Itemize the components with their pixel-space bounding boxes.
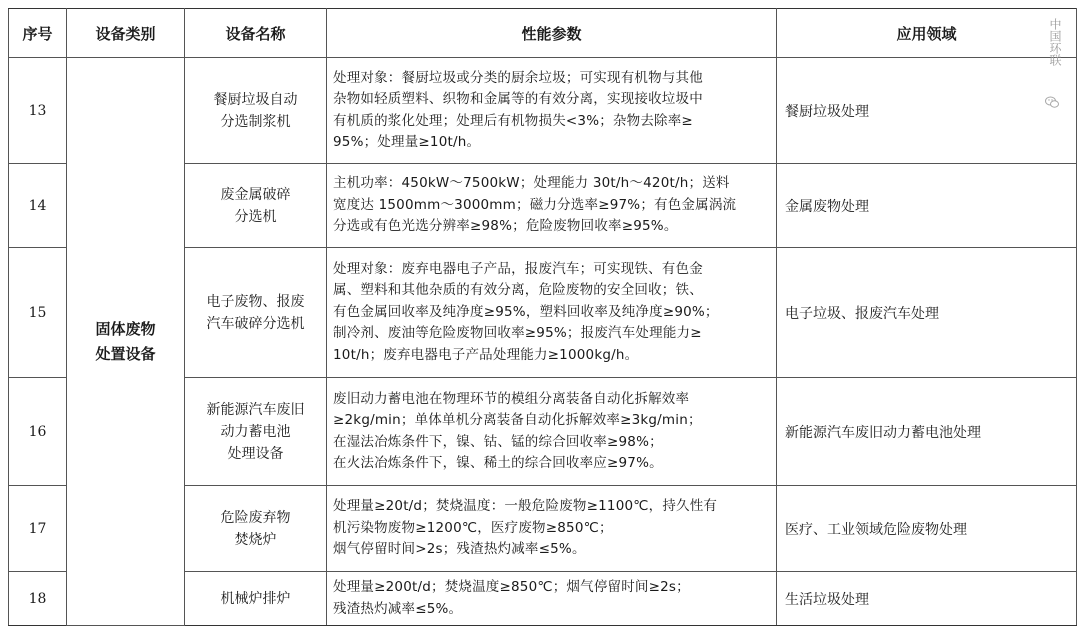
perf-line: 处理对象：废弃电器电子产品，报废汽车；可实现铁、有色金: [333, 260, 703, 277]
perf-line: 烟气停留时间>2s；残渣热灼减率≤5%。: [333, 541, 586, 558]
perf-line: 有机质的浆化处理；处理后有机物损失<3%；杂物去除率≥: [333, 112, 693, 129]
name-line: 处理设备: [227, 445, 284, 462]
performance-params: [327, 58, 777, 164]
row-number: 13: [9, 58, 67, 164]
perf-line: ≥2kg/min；单体单机分离装备自动化拆解效率≥3kg/min；: [333, 412, 702, 428]
perf-line: 主机功率：450kW～7500kW；处理能力 30t/h～420t/h；送料: [333, 175, 730, 192]
table-header-row: [9, 9, 1077, 58]
name-line: 汽车破碎分选机: [206, 315, 305, 332]
equipment-name: [185, 58, 327, 164]
perf-line: 处理量≥200t/d；焚烧温度≥850℃；烟气停留时间≥2s；: [333, 579, 690, 595]
wechat-logo-icon: [1044, 94, 1060, 110]
perf-line: 废旧动力蓄电池在物理环节的模组分离装备自动化拆解效率: [333, 390, 690, 407]
application-field: 电子垃圾、报废汽车处理: [777, 248, 1077, 378]
application-field: 餐厨垃圾处理: [777, 58, 1077, 164]
equipment-name: [185, 248, 327, 378]
row-number: 14: [9, 164, 67, 248]
application-field: 医疗、工业领域危险废物处理: [777, 486, 1077, 572]
name-line: 动力蓄电池: [220, 423, 291, 440]
equipment-category: [67, 58, 185, 626]
performance-params: [327, 378, 777, 486]
perf-line: 分选或有色光选分辨率≥98%；危险废物回收率≥95%。: [333, 218, 678, 235]
perf-line: 有色金属回收率及纯净度≥95%，塑料回收率及纯净度≥90%；: [333, 303, 719, 320]
name-line: 电子废物、报废: [206, 293, 305, 310]
header-application: 应用领域: [777, 9, 1077, 58]
row-number: 16: [9, 378, 67, 486]
perf-line: 机污染物废物≥1200℃，医疗废物≥850℃；: [333, 519, 613, 536]
name-line: 废金属破碎: [220, 186, 291, 203]
header-performance: 性能参数: [327, 9, 777, 58]
perf-line: 属、塑料和其他杂质的有效分离，危险废物的安全回收；铁、: [333, 282, 703, 299]
perf-line: 95%；处理量≥10t/h。: [333, 134, 481, 150]
category-line: 固体废物: [95, 319, 156, 338]
name-line: 焚烧炉: [234, 531, 277, 548]
perf-line: 宽度达 1500mm～3000mm；磁力分选率≥97%；有色金属涡流: [333, 196, 737, 213]
performance-params: [327, 572, 777, 626]
equipment-name: [185, 486, 327, 572]
equipment-spec-table: [8, 8, 1077, 626]
application-field: 金属废物处理: [777, 164, 1077, 248]
name-line: 分选制浆机: [220, 113, 291, 130]
equipment-name: [185, 378, 327, 486]
performance-params: [327, 486, 777, 572]
name-line: 新能源汽车废旧: [206, 401, 305, 418]
perf-line: 在火法冶炼条件下，镍、稀土的综合回收率应≥97%。: [333, 455, 663, 471]
application-field: 新能源汽车废旧动力蓄电池处理: [777, 378, 1077, 486]
perf-line: 杂物如轻质塑料、织物和金属等的有效分离，实现接收垃圾中: [333, 91, 703, 107]
name-line: 餐厨垃圾自动: [213, 91, 298, 108]
perf-line: 在湿法冶炼条件下，镍、钴、锰的综合回收率≥98%；: [333, 433, 663, 450]
row-number: 15: [9, 248, 67, 378]
name-line: 危险废弃物: [220, 509, 291, 526]
performance-params: [327, 164, 777, 248]
application-field: 生活垃圾处理: [777, 572, 1077, 626]
perf-line: 制冷剂、废油等危险废物回收率≥95%；报废汽车处理能力≥: [333, 325, 702, 342]
row-number: 18: [9, 572, 67, 626]
category-line: 处置设备: [95, 344, 156, 363]
header-category: 设备类别: [67, 9, 185, 58]
table-row: [9, 58, 1077, 164]
equipment-name: [185, 572, 327, 626]
header-no: 序号: [9, 9, 67, 58]
performance-params: [327, 248, 777, 378]
perf-line: 处理对象：餐厨垃圾或分类的厨余垃圾；可实现有机物与其他: [333, 69, 703, 86]
name-line: 机械炉排炉: [220, 590, 291, 607]
equipment-name: [185, 164, 327, 248]
watermark-text: 中国环联: [1048, 18, 1062, 66]
perf-line: 10t/h；废弃电器电子产品处理能力≥1000kg/h。: [333, 346, 639, 363]
row-number: 17: [9, 486, 67, 572]
perf-line: 处理量≥20t/d；焚烧温度：一般危险废物≥1100℃，持久性有: [333, 498, 718, 515]
name-line: 分选机: [234, 208, 277, 225]
perf-line: 残渣热灼减率≤5%。: [333, 600, 463, 617]
header-name: 设备名称: [185, 9, 327, 58]
